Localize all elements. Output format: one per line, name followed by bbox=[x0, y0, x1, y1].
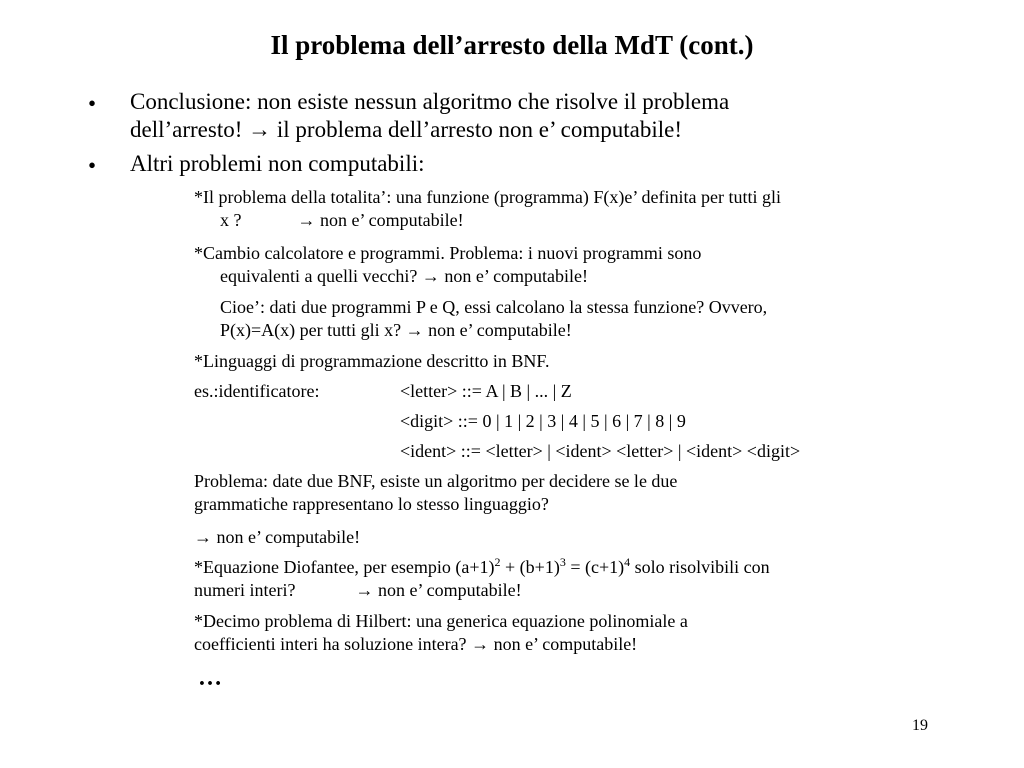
item-line bbox=[194, 265, 588, 288]
text-span: dell’arresto! bbox=[130, 117, 249, 142]
arrow-icon: → bbox=[421, 266, 440, 286]
page-number: 19 bbox=[912, 717, 928, 734]
item-line: grammatiche rappresentano lo stesso linguaggio? bbox=[194, 494, 549, 514]
text-span: equivalenti a quelli vecchi? bbox=[220, 266, 422, 286]
text-span: P(x)=A(x) per tutti gli x? bbox=[220, 320, 406, 340]
item-line bbox=[194, 556, 954, 579]
item-line bbox=[194, 579, 954, 602]
bullet-marker: • bbox=[88, 91, 97, 116]
es-label: es.:identificatore: bbox=[194, 381, 320, 401]
item-diofantee bbox=[194, 556, 954, 602]
item-cambio bbox=[194, 242, 954, 288]
bnf-letter: <letter> ::= A | B | ... | Z bbox=[400, 381, 572, 401]
bnf-digit: <digit> ::= 0 | 1 | 2 | 3 | 4 | 5 | 6 | 7 | 8 | 9 bbox=[400, 411, 686, 431]
item-hilbert bbox=[194, 610, 954, 656]
item-problema-bnf bbox=[194, 470, 954, 516]
item-cioe bbox=[220, 296, 960, 342]
text-span: non e’ computabile! bbox=[315, 210, 464, 230]
text-span: = (c+1) bbox=[565, 557, 625, 577]
item-line bbox=[194, 633, 954, 656]
text-span: non e’ computabile! bbox=[489, 634, 638, 654]
bullet-conclusione bbox=[130, 88, 960, 144]
text-span: non e’ computabile! bbox=[439, 266, 589, 286]
arrow-icon: → bbox=[405, 320, 424, 340]
slide-title: Il problema dell’arresto della MdT (cont.) bbox=[270, 30, 754, 60]
text-span: *Equazione Diofantee, per esempio (a+1) bbox=[194, 557, 495, 577]
exponent: 2 bbox=[494, 555, 501, 569]
item-totalita bbox=[194, 186, 954, 232]
item-line: Cioe’: dati due programmi P e Q, essi calcolano la stessa funzione? Ovvero, bbox=[220, 297, 768, 317]
exponent: 3 bbox=[559, 555, 566, 569]
item-line: *Cambio calcolatore e programmi. Problema: i nuovi programmi sono bbox=[194, 243, 702, 263]
exponent: 4 bbox=[624, 555, 631, 569]
arrow-icon: → bbox=[355, 580, 374, 600]
bnf-ident: <ident> ::= <letter> | <ident> <letter> | <ident> <digit> bbox=[400, 441, 801, 461]
item-line: *Decimo problema di Hilbert: una generica equazione polinomiale a bbox=[194, 611, 688, 631]
bullet-marker: • bbox=[88, 153, 97, 178]
item-linguaggi: *Linguaggi di programmazione descritto in BNF. bbox=[194, 351, 550, 371]
ellipsis: … bbox=[198, 665, 222, 691]
item-line: Problema: date due BNF, esiste un algoritmo per decidere se le due bbox=[194, 471, 678, 491]
text-span: non e’ computabile! bbox=[212, 527, 361, 547]
text-span: non e’ computabile! bbox=[423, 320, 572, 340]
text-span: il problema dell’arresto non e’ computabile! bbox=[271, 117, 683, 142]
item-line bbox=[194, 209, 464, 232]
item-line: *Il problema della totalita’: una funzione (programma) F(x)e’ definita per tutti gli bbox=[194, 187, 781, 207]
arrow-icon: → bbox=[248, 117, 272, 142]
bullet-line bbox=[130, 116, 960, 144]
text-span: x ? bbox=[220, 210, 242, 230]
text-span: solo risolvibili con bbox=[630, 557, 770, 577]
bullet-line: Conclusione: non esiste nessun algoritmo che risolve il problema bbox=[130, 89, 730, 114]
text-span: non e’ computabile! bbox=[373, 580, 522, 600]
arrow-icon: → bbox=[194, 527, 212, 547]
arrow-icon: → bbox=[297, 210, 316, 230]
bullet-altri-problemi: Altri problemi non computabili: bbox=[130, 151, 425, 176]
text-span: numeri interi? bbox=[194, 580, 296, 600]
text-span: + (b+1) bbox=[500, 557, 560, 577]
text-span: coefficienti interi ha soluzione intera? bbox=[194, 634, 472, 654]
item-bnf-result bbox=[194, 526, 954, 549]
item-line bbox=[220, 319, 960, 342]
arrow-icon: → bbox=[471, 634, 490, 654]
